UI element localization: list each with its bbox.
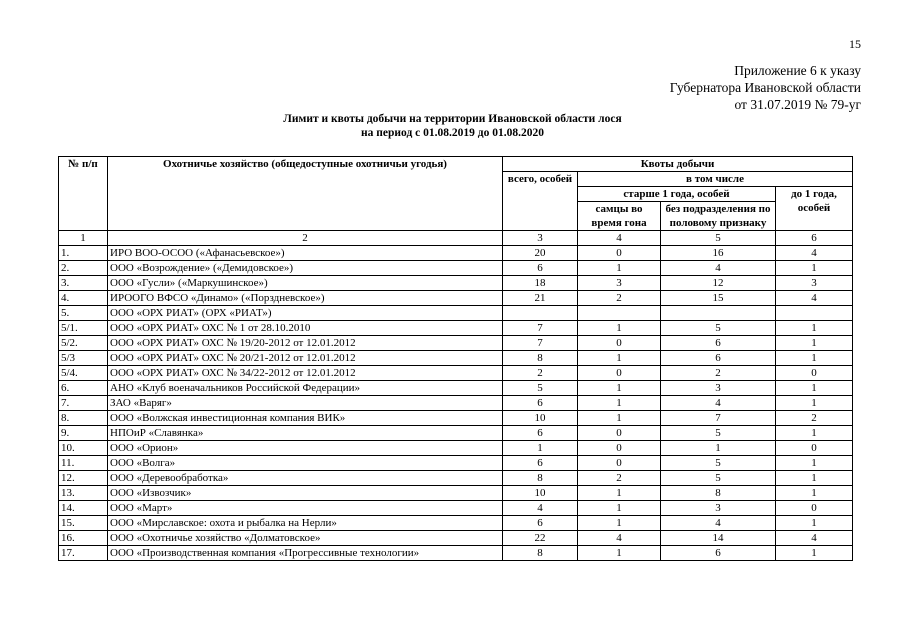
hunting-farm-cell: ООО «Орион» [108, 441, 503, 456]
total-cell: 6 [503, 426, 578, 441]
table-row [59, 411, 853, 426]
header-nosex: без подразделения по половому признаку [661, 202, 776, 231]
table-row [59, 456, 853, 471]
no-sex-division-cell: 14 [661, 531, 776, 546]
no-sex-division-cell: 5 [661, 426, 776, 441]
row-number-cell: 2. [59, 261, 108, 276]
hunting-farm-cell: ООО «Возрождение» («Демидовское») [108, 261, 503, 276]
males-rut-cell: 1 [578, 516, 661, 531]
no-sex-division-cell: 8 [661, 486, 776, 501]
no-sex-division-cell: 5 [661, 456, 776, 471]
hunting-farm-cell: ИРООГО ВФСО «Динамо» («Порздневское») [108, 291, 503, 306]
no-sex-division-cell: 1 [661, 441, 776, 456]
table-row [59, 321, 853, 336]
males-rut-cell: 4 [578, 531, 661, 546]
no-sex-division-cell: 4 [661, 396, 776, 411]
row-number-cell: 14. [59, 501, 108, 516]
no-sex-division-cell: 2 [661, 366, 776, 381]
column-number: 6 [776, 231, 853, 246]
total-cell: 8 [503, 546, 578, 561]
under-one-year-cell: 1 [776, 426, 853, 441]
header-total: всего, особей [503, 172, 578, 231]
row-number-cell: 15. [59, 516, 108, 531]
table-row [59, 486, 853, 501]
row-number-cell: 16. [59, 531, 108, 546]
header-males: самцы во время гона [578, 202, 661, 231]
row-number-cell: 4. [59, 291, 108, 306]
row-number-cell: 7. [59, 396, 108, 411]
column-number: 5 [661, 231, 776, 246]
total-cell: 21 [503, 291, 578, 306]
males-rut-cell: 2 [578, 471, 661, 486]
males-rut-cell: 1 [578, 396, 661, 411]
no-sex-division-cell: 4 [661, 516, 776, 531]
hunting-farm-cell: ООО «Деревообработка» [108, 471, 503, 486]
row-number-cell: 11. [59, 456, 108, 471]
header-older: старше 1 года, особей [578, 187, 776, 202]
total-cell: 5 [503, 381, 578, 396]
total-cell: 18 [503, 276, 578, 291]
males-rut-cell: 3 [578, 276, 661, 291]
under-one-year-cell: 1 [776, 546, 853, 561]
no-sex-division-cell: 6 [661, 546, 776, 561]
hunting-farm-cell: ЗАО «Варяг» [108, 396, 503, 411]
total-cell: 7 [503, 321, 578, 336]
column-number: 3 [503, 231, 578, 246]
header-under1: до 1 года, особей [776, 187, 853, 231]
males-rut-cell: 0 [578, 246, 661, 261]
total-cell: 8 [503, 351, 578, 366]
total-cell: 10 [503, 486, 578, 501]
page-number: 15 [849, 37, 861, 51]
hunting-farm-cell: ООО «Извозчик» [108, 486, 503, 501]
row-number-cell: 5/4. [59, 366, 108, 381]
males-rut-cell: 1 [578, 501, 661, 516]
total-cell: 1 [503, 441, 578, 456]
hunting-farm-cell: АНО «Клуб военачальников Российской Федерации» [108, 381, 503, 396]
table-row [59, 366, 853, 381]
males-rut-cell: 1 [578, 486, 661, 501]
total-cell: 20 [503, 246, 578, 261]
appendix-line-3: от 31.07.2019 № 79-уг [734, 97, 861, 112]
total-cell: 2 [503, 366, 578, 381]
header-num: № п/п [59, 157, 108, 231]
column-number: 1 [59, 231, 108, 246]
under-one-year-cell: 1 [776, 516, 853, 531]
under-one-year-cell: 4 [776, 291, 853, 306]
appendix-line-2: Губернатора Ивановской области [669, 80, 861, 95]
hunting-farm-cell: ООО «ОРХ РИАТ» ОХС № 34/22-2012 от 12.01.2012 [108, 366, 503, 381]
under-one-year-cell: 0 [776, 366, 853, 381]
title-line-1: Лимит и квоты добычи на территории Ивановской области лося [283, 113, 622, 125]
table-row [59, 351, 853, 366]
table-row [59, 516, 853, 531]
no-sex-division-cell: 16 [661, 246, 776, 261]
table-row [59, 261, 853, 276]
table-row [59, 276, 853, 291]
no-sex-division-cell: 6 [661, 336, 776, 351]
total-cell: 10 [503, 411, 578, 426]
hunting-farm-cell: ООО «Гусли» («Маркушинское») [108, 276, 503, 291]
appendix-line-1: Приложение 6 к указу [734, 63, 861, 78]
total-cell [503, 306, 578, 321]
hunting-farm-cell: ООО «ОРХ РИАТ» ОХС № 1 от 28.10.2010 [108, 321, 503, 336]
total-cell: 8 [503, 471, 578, 486]
males-rut-cell: 0 [578, 336, 661, 351]
hunting-farm-cell: ООО «ОРХ РИАТ» ОХС № 19/20-2012 от 12.01.2012 [108, 336, 503, 351]
no-sex-division-cell [661, 306, 776, 321]
males-rut-cell: 1 [578, 381, 661, 396]
table-row [59, 546, 853, 561]
row-number-cell: 12. [59, 471, 108, 486]
no-sex-division-cell: 7 [661, 411, 776, 426]
total-cell: 6 [503, 396, 578, 411]
table-row [59, 336, 853, 351]
hunting-farm-cell: ИРО ВОО-ОСОО («Афанасьевское») [108, 246, 503, 261]
row-number-cell: 5. [59, 306, 108, 321]
table-row [59, 531, 853, 546]
title-line-2: на период с 01.08.2019 до 01.08.2020 [361, 127, 544, 139]
under-one-year-cell: 1 [776, 381, 853, 396]
males-rut-cell: 1 [578, 261, 661, 276]
column-number: 4 [578, 231, 661, 246]
under-one-year-cell: 1 [776, 336, 853, 351]
row-number-cell: 10. [59, 441, 108, 456]
total-cell: 6 [503, 261, 578, 276]
table-row [59, 306, 853, 321]
under-one-year-cell: 1 [776, 351, 853, 366]
table-row [59, 426, 853, 441]
no-sex-division-cell: 5 [661, 471, 776, 486]
under-one-year-cell: 4 [776, 531, 853, 546]
column-number: 2 [108, 231, 503, 246]
total-cell: 7 [503, 336, 578, 351]
row-number-cell: 5/1. [59, 321, 108, 336]
table-row [59, 381, 853, 396]
hunting-farm-cell: ООО «Волжская инвестиционная компания ВИК» [108, 411, 503, 426]
under-one-year-cell: 4 [776, 246, 853, 261]
total-cell: 4 [503, 501, 578, 516]
under-one-year-cell: 1 [776, 456, 853, 471]
males-rut-cell [578, 306, 661, 321]
no-sex-division-cell: 5 [661, 321, 776, 336]
table-row [59, 501, 853, 516]
hunting-farm-cell: ООО «ОРХ РИАТ» ОХС № 20/21-2012 от 12.01.2012 [108, 351, 503, 366]
hunting-farm-cell: ООО «Охотничье хозяйство «Долматовское» [108, 531, 503, 546]
table-row [59, 291, 853, 306]
quota-table [58, 156, 853, 561]
under-one-year-cell: 2 [776, 411, 853, 426]
row-number-cell: 17. [59, 546, 108, 561]
hunting-farm-cell: ООО «Волга» [108, 456, 503, 471]
hunting-farm-cell: ООО «Март» [108, 501, 503, 516]
row-number-cell: 5/3 [59, 351, 108, 366]
under-one-year-cell: 0 [776, 501, 853, 516]
row-number-cell: 1. [59, 246, 108, 261]
hunting-farm-cell: ООО «Мирславское: охота и рыбалка на Нерли» [108, 516, 503, 531]
males-rut-cell: 0 [578, 441, 661, 456]
header-including: в том числе [578, 172, 853, 187]
under-one-year-cell: 1 [776, 486, 853, 501]
appendix-header [670, 62, 861, 113]
document-title [0, 112, 905, 140]
males-rut-cell: 1 [578, 411, 661, 426]
under-one-year-cell: 1 [776, 261, 853, 276]
total-cell: 6 [503, 456, 578, 471]
males-rut-cell: 1 [578, 351, 661, 366]
table-row [59, 471, 853, 486]
males-rut-cell: 1 [578, 321, 661, 336]
row-number-cell: 3. [59, 276, 108, 291]
row-number-cell: 13. [59, 486, 108, 501]
total-cell: 22 [503, 531, 578, 546]
row-number-cell: 9. [59, 426, 108, 441]
males-rut-cell: 0 [578, 426, 661, 441]
no-sex-division-cell: 6 [661, 351, 776, 366]
under-one-year-cell: 3 [776, 276, 853, 291]
males-rut-cell: 0 [578, 456, 661, 471]
header-quotas: Квоты добычи [503, 157, 853, 172]
under-one-year-cell [776, 306, 853, 321]
males-rut-cell: 0 [578, 366, 661, 381]
total-cell: 6 [503, 516, 578, 531]
row-number-cell: 5/2. [59, 336, 108, 351]
males-rut-cell: 2 [578, 291, 661, 306]
row-number-cell: 6. [59, 381, 108, 396]
table-row [59, 396, 853, 411]
table-row [59, 441, 853, 456]
no-sex-division-cell: 12 [661, 276, 776, 291]
hunting-farm-cell: НПОиР «Славянка» [108, 426, 503, 441]
table-row [59, 246, 853, 261]
males-rut-cell: 1 [578, 546, 661, 561]
row-number-cell: 8. [59, 411, 108, 426]
under-one-year-cell: 1 [776, 471, 853, 486]
no-sex-division-cell: 4 [661, 261, 776, 276]
under-one-year-cell: 1 [776, 396, 853, 411]
no-sex-division-cell: 3 [661, 501, 776, 516]
no-sex-division-cell: 3 [661, 381, 776, 396]
hunting-farm-cell: ООО «Производственная компания «Прогрессивные технологии» [108, 546, 503, 561]
header-farm: Охотничье хозяйство (общедоступные охотничьи угодья) [108, 157, 503, 231]
under-one-year-cell: 0 [776, 441, 853, 456]
no-sex-division-cell: 15 [661, 291, 776, 306]
under-one-year-cell: 1 [776, 321, 853, 336]
column-numbers-row [59, 231, 853, 246]
hunting-farm-cell: ООО «ОРХ РИАТ» (ОРХ «РИАТ») [108, 306, 503, 321]
